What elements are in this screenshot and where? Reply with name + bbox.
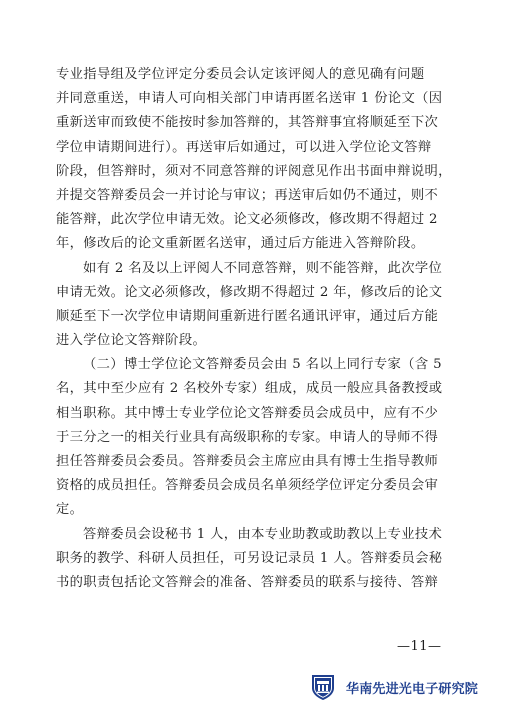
page-number: —11— bbox=[397, 639, 442, 654]
text-line: 年，修改后的论文重新匿名送审，通过后方能进入答辩阶段。 bbox=[56, 236, 425, 252]
text-line: 书的职责包括论文答辩会的准备、答辩委员的联系与接待、答辩 bbox=[56, 574, 439, 590]
text-line: 担任答辩委员会委员。答辩委员会主席应由具有博士生指导教师 bbox=[56, 454, 439, 469]
text-line: 重新送审而致使不能按时参加答辩的，其答辩事宜将顺延至下次 bbox=[56, 115, 439, 131]
text-line: 答辩委员会设秘书 1 人，由本专业助教或助教以上专业技术 bbox=[83, 526, 443, 542]
text-line: 名，其中至少应有 2 名校外专家）组成，成员一般应具备教授或 bbox=[56, 381, 443, 397]
text-line: 并同意重送，申请人可向相关部门申请再匿名送审 1 份论文（因 bbox=[56, 91, 443, 107]
organization-name: 华南先进光电子研究院 bbox=[346, 682, 479, 697]
text-line: 顺延至下一次学位申请期间重新进行匿名通讯评审，通过后方能 bbox=[56, 308, 439, 324]
text-line: 学位申请期间进行）。再送审后如通过，可以进入学位论文答辩 bbox=[56, 139, 432, 155]
text-line: 定。 bbox=[56, 502, 84, 518]
body-text bbox=[56, 63, 461, 595]
footer-logo bbox=[302, 673, 502, 703]
institute-emblem-icon bbox=[310, 673, 336, 701]
text-line: 于三分之一的相关行业具有高级职称的专家。申请人的导师不得 bbox=[56, 429, 439, 445]
text-line: 并提交答辩委员会一并讨论与审议；再送审后如仍不通过，则不 bbox=[56, 187, 439, 203]
text-line: 专业指导组及学位评定分委员会认定该评阅人的意见确有问题 bbox=[56, 67, 425, 82]
text-line: （二）博士学位论文答辩委员会由 5 名以上同行专家（含 5 bbox=[83, 357, 442, 373]
text-line: 如有 2 名及以上评阅人不同意答辩，则不能答辩，此次学位 bbox=[83, 260, 443, 276]
text-line: 相当职称。其中博士专业学位论文答辩委员会成员中，应有不少 bbox=[56, 405, 439, 421]
text-line: 能答辩，此次学位申请无效。论文必须修改，修改期不得超过 2 bbox=[56, 212, 438, 228]
text-line: 职务的教学、科研人员担任，可另设记录员 1 人。答辩委员会秘 bbox=[56, 550, 443, 566]
text-line: 申请无效。论文必须修改，修改期不得超过 2 年，修改后的论文 bbox=[56, 284, 443, 300]
text-line: 阶段，但答辩时，须对不同意答辩的评阅意见作出书面申辩说明， bbox=[56, 163, 452, 179]
text-line: 进入学位论文答辩阶段。 bbox=[56, 333, 207, 349]
text-line: 资格的成员担任。答辩委员会成员名单须经学位评定分委员会审 bbox=[56, 478, 439, 494]
